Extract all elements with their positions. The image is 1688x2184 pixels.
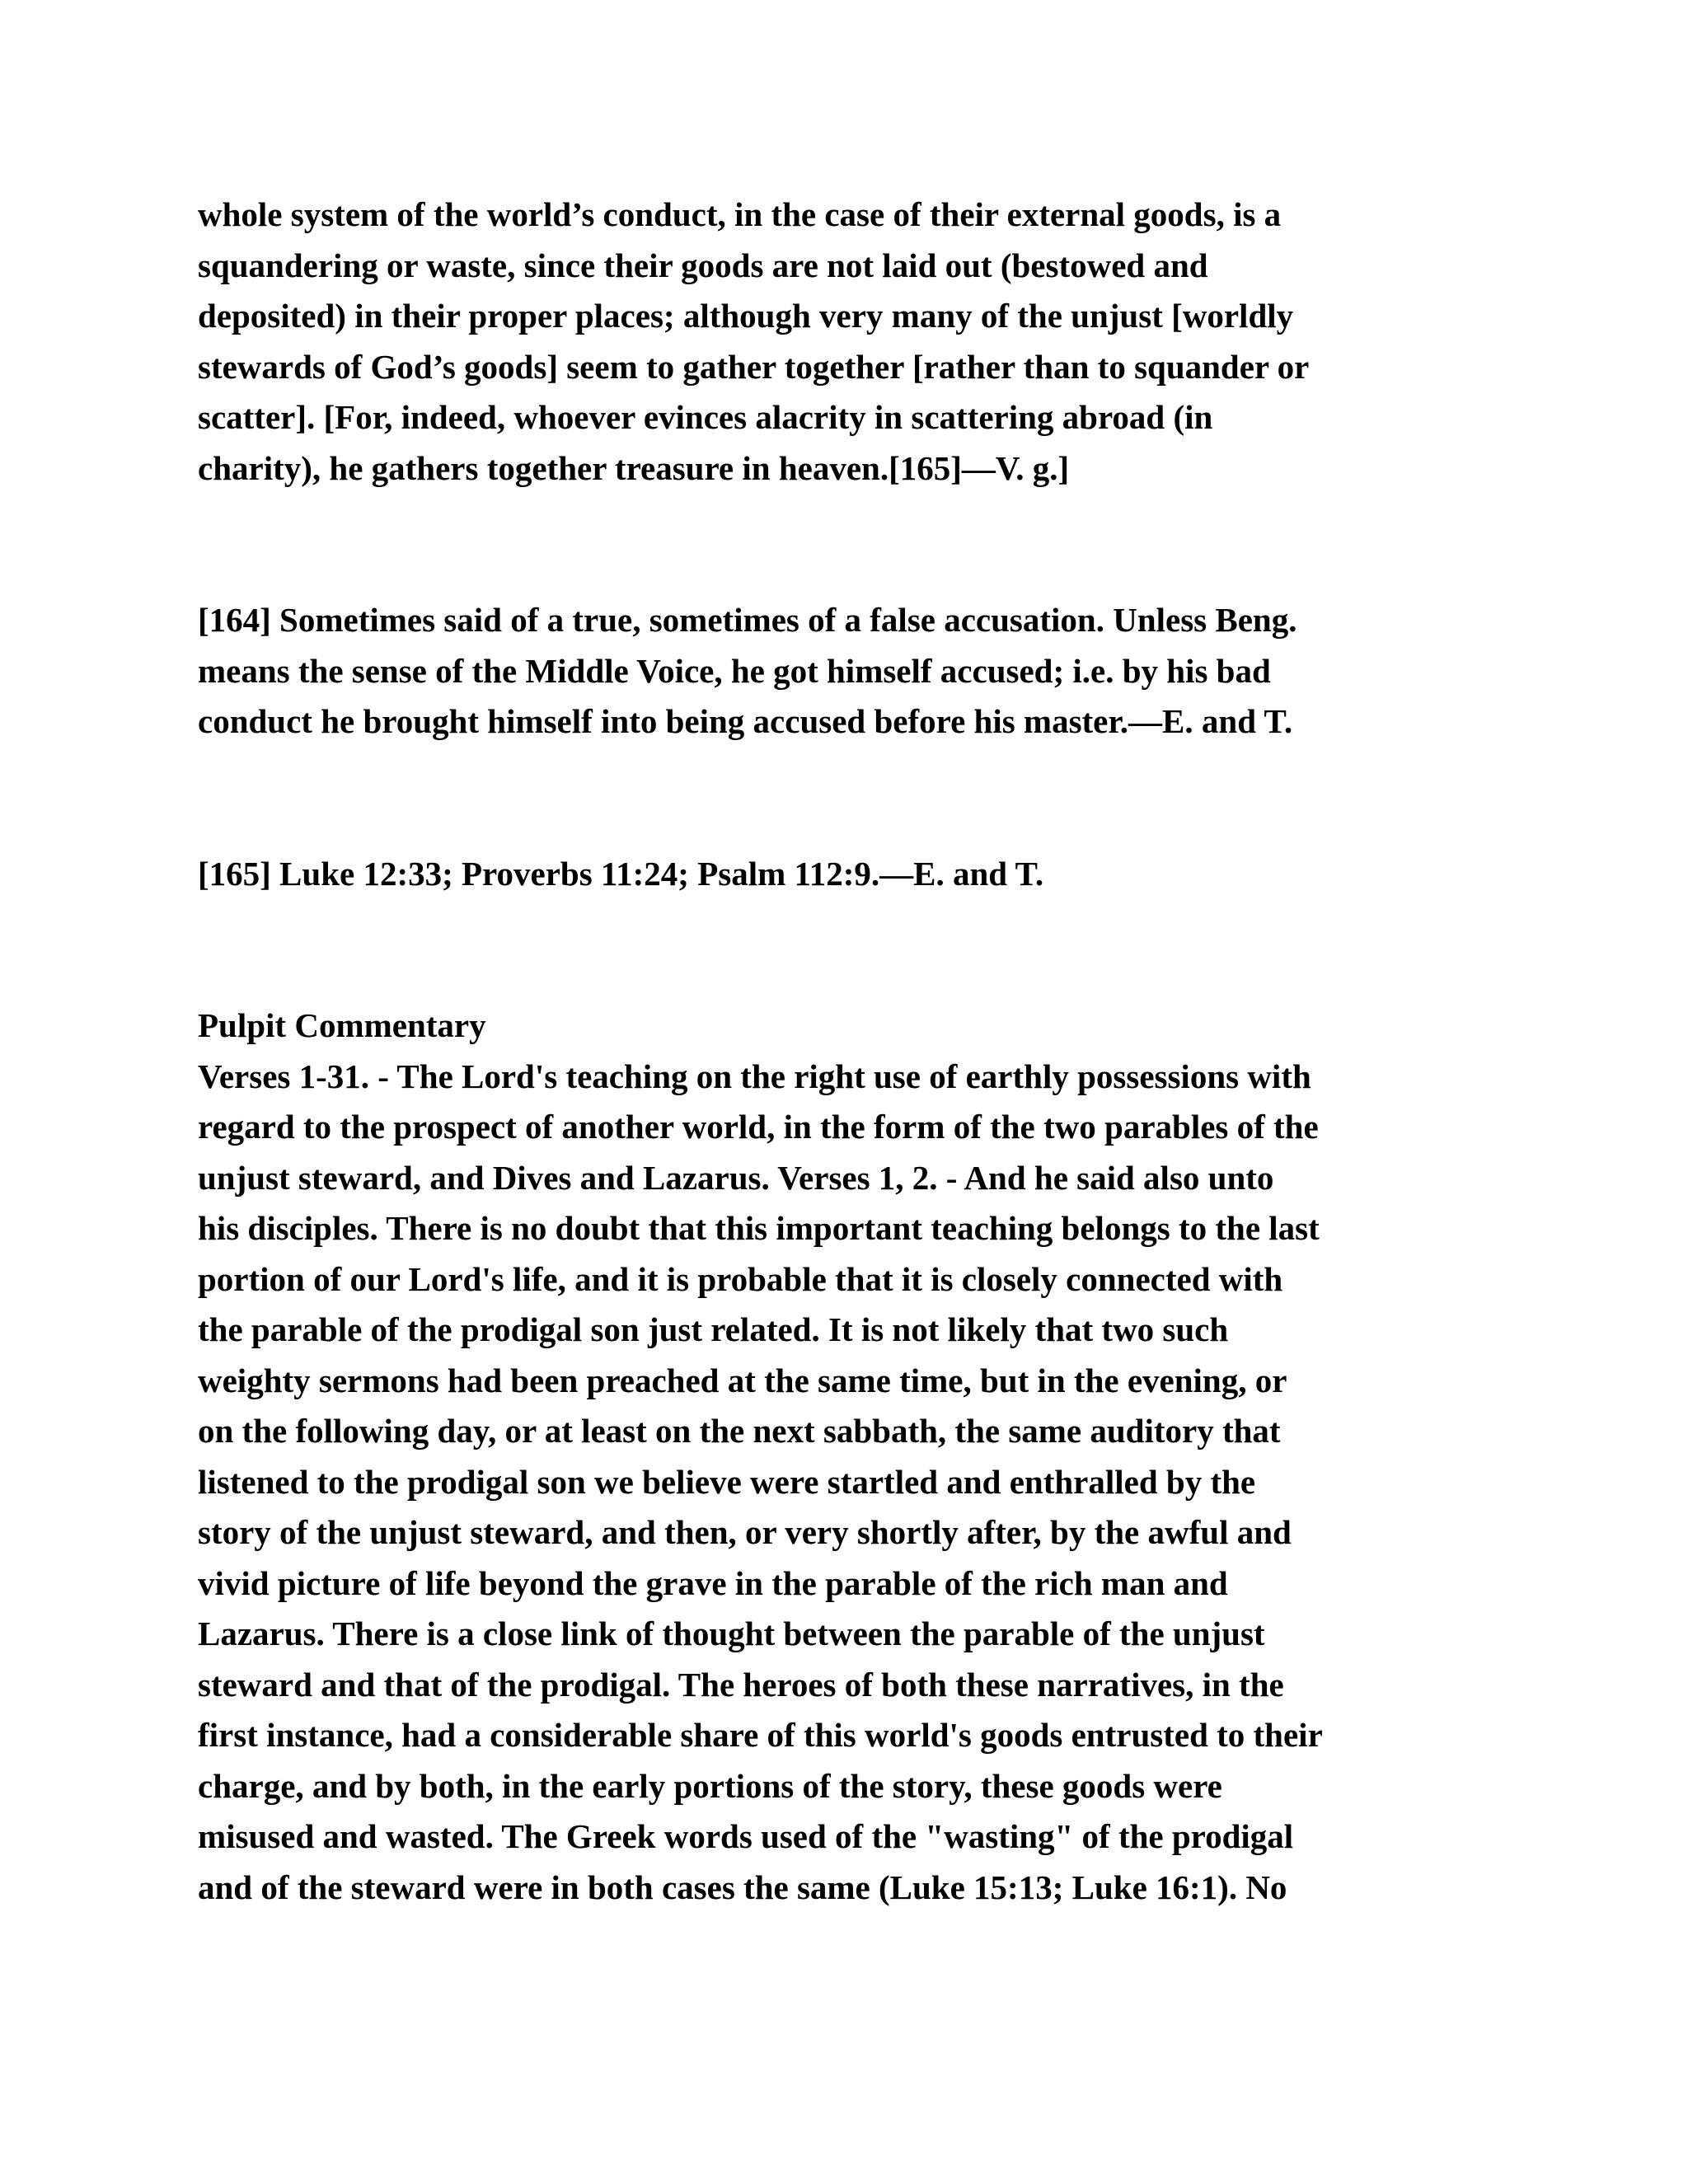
text-line: squandering or waste, since their goods are not laid out (bestowed and <box>198 246 1208 284</box>
text-line: charity), he gathers together treasure in heaven.[165]—V. g.] <box>198 448 1070 487</box>
commentary-paragraph <box>198 1052 1517 1914</box>
text-line: whole system of the world’s conduct, in the case of their external goods, is a <box>198 195 1282 233</box>
text-line: listened to the prodigal son we believe were startled and enthralled by the <box>198 1462 1256 1501</box>
heading-text: Pulpit Commentary <box>198 1006 486 1044</box>
text-line: stewards of God’s goods] seem to gather together [rather than to squander or <box>198 347 1310 386</box>
text-line: misused and wasted. The Greek words used of the "wasting" of the prodigal <box>198 1817 1294 1855</box>
text-line: regard to the prospect of another world, in the form of the two parables of the <box>198 1108 1319 1146</box>
text-line: first instance, had a considerable share of this world's goods entrusted to their <box>198 1716 1323 1754</box>
bengel-paragraph <box>198 190 1517 494</box>
text-line: his disciples. There is no doubt that this important teaching belongs to the last <box>198 1209 1320 1247</box>
text-line: on the following day, or at least on the next sabbath, the same auditory that <box>198 1412 1281 1450</box>
text-line: portion of our Lord's life, and it is probable that it is closely connected with <box>198 1259 1283 1298</box>
text-line: Verses 1-31. - The Lord's teaching on the right use of earthly possessions with <box>198 1057 1311 1095</box>
text-line: weighty sermons had been preached at the same time, but in the evening, or <box>198 1361 1287 1399</box>
footnote-165 <box>198 849 1517 900</box>
text-line: [164] Sometimes said of a true, sometimes of a false accusation. Unless Beng. <box>198 601 1297 639</box>
text-line: scatter]. [For, indeed, whoever evinces alacrity in scattering abroad (in <box>198 398 1213 436</box>
text-line: [165] Luke 12:33; Proverbs 11:24; Psalm 112:9.—E. and T. <box>198 854 1044 893</box>
page-content <box>198 190 1517 1913</box>
text-line: conduct he brought himself into being accused before his master.—E. and T. <box>198 702 1293 740</box>
text-line: charge, and by both, in the early portions of the story, these goods were <box>198 1766 1222 1805</box>
section-heading <box>198 1001 1517 1052</box>
text-line: story of the unjust steward, and then, or very shortly after, by the awful and <box>198 1513 1292 1551</box>
text-line: unjust steward, and Dives and Lazarus. Verses 1, 2. - And he said also unto <box>198 1158 1274 1197</box>
text-line: and of the steward were in both cases the same (Luke 15:13; Luke 16:1). No <box>198 1868 1287 1906</box>
text-line: deposited) in their proper places; although very many of the unjust [worldly <box>198 297 1294 335</box>
text-line: steward and that of the prodigal. The heroes of both these narratives, in the <box>198 1665 1284 1704</box>
text-line: vivid picture of life beyond the grave in the parable of the rich man and <box>198 1563 1228 1602</box>
footnote-164 <box>198 595 1517 748</box>
text-line: means the sense of the Middle Voice, he got himself accused; i.e. by his bad <box>198 651 1271 690</box>
text-line: Lazarus. There is a close link of thought between the parable of the unjust <box>198 1615 1265 1652</box>
text-line: the parable of the prodigal son just related. It is not likely that two such <box>198 1310 1229 1348</box>
